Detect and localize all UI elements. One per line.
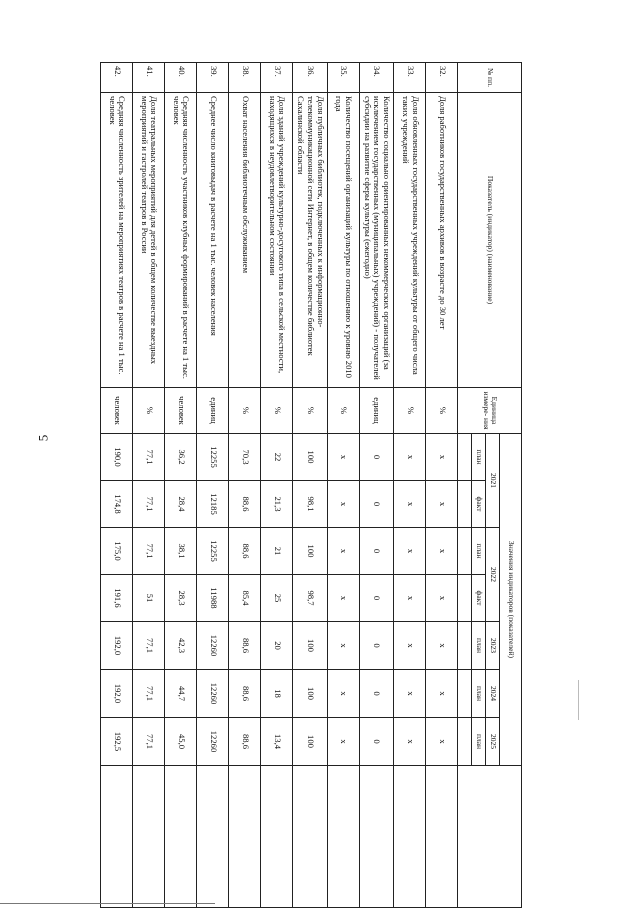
row-number: 34. xyxy=(359,63,394,93)
value-cell: х xyxy=(426,434,458,481)
table-row xyxy=(101,63,133,908)
header-plan: план xyxy=(472,718,486,766)
value-cell: 0 xyxy=(359,622,394,670)
blank-cell xyxy=(426,766,458,908)
value-cell: 22 xyxy=(261,434,293,481)
value-cell: 77,1 xyxy=(133,434,165,481)
value-cell: 12185 xyxy=(197,481,229,528)
indicator-name: Количество социально ориентированных некоммерческих организаций (за исключением государственных (муниципальных) учреждений) - получателей субсидии на развитие сферы культуры (ежегодно) xyxy=(359,93,394,388)
value-cell: 28,4 xyxy=(165,481,197,528)
unit-cell: % xyxy=(229,388,261,434)
header-plan: план xyxy=(472,622,486,670)
unit-cell: % xyxy=(293,388,328,434)
value-cell: 12260 xyxy=(197,670,229,718)
indicator-name: Доля театральных мероприятий для детей в общем количестве выездных мероприятий и гастролей театров в России xyxy=(133,93,165,388)
value-cell: 70,3 xyxy=(229,434,261,481)
header-plan: план xyxy=(472,528,486,575)
value-cell: 51 xyxy=(133,575,165,622)
row-number: 39. xyxy=(197,63,229,93)
value-cell: 175,0 xyxy=(101,528,133,575)
value-cell: 0 xyxy=(359,575,394,622)
header-indicator: Показатель (индикатор) (наименование) xyxy=(458,93,522,388)
value-cell: 100 xyxy=(293,670,328,718)
value-cell: 100 xyxy=(293,718,328,766)
value-cell: х xyxy=(327,670,359,718)
row-number: 42. xyxy=(101,63,133,93)
table-row xyxy=(327,63,359,908)
value-cell: х xyxy=(426,670,458,718)
value-cell: 44,7 xyxy=(165,670,197,718)
value-cell: 98,1 xyxy=(293,481,328,528)
table-row xyxy=(261,63,293,908)
indicator-name: Среднее число книговыдач в расчете на 1 тыс. человек населения xyxy=(197,93,229,388)
value-cell: х xyxy=(426,575,458,622)
value-cell: 36,2 xyxy=(165,434,197,481)
column-number xyxy=(458,481,472,528)
blank-cell xyxy=(261,766,293,908)
table-row xyxy=(229,63,261,908)
unit-cell: человек xyxy=(101,388,133,434)
value-cell: 100 xyxy=(293,528,328,575)
blank-cell xyxy=(327,766,359,908)
value-cell: х xyxy=(394,528,426,575)
header-year-2023: 2023 xyxy=(486,622,500,670)
value-cell: х xyxy=(426,622,458,670)
indicators-table xyxy=(100,62,522,908)
value-cell: 192,0 xyxy=(101,622,133,670)
indicator-name: Доля обновленных государственных учреждений культуры от общего числа таких учреждений xyxy=(394,93,426,388)
table-row xyxy=(426,63,458,908)
value-cell: 12260 xyxy=(197,718,229,766)
value-cell: 0 xyxy=(359,434,394,481)
header-unit: Единица измере- ния xyxy=(458,388,522,434)
value-cell: 77,1 xyxy=(133,718,165,766)
row-number: 37. xyxy=(261,63,293,93)
value-cell: 100 xyxy=(293,434,328,481)
header-year-2025: 2025 xyxy=(486,718,500,766)
value-cell: х xyxy=(426,528,458,575)
value-cell: 12255 xyxy=(197,434,229,481)
value-cell: 192,0 xyxy=(101,670,133,718)
value-cell: 77,1 xyxy=(133,481,165,528)
value-cell: 11988 xyxy=(197,575,229,622)
value-cell: 88,6 xyxy=(229,528,261,575)
table-row xyxy=(394,63,426,908)
value-cell: х xyxy=(327,622,359,670)
unit-cell: человек xyxy=(165,388,197,434)
indicator-name: Средняя численность зрителей на мероприятиях театров в расчете на 1 тыс. человек xyxy=(101,93,133,388)
value-cell: 21 xyxy=(261,528,293,575)
value-cell: 0 xyxy=(359,718,394,766)
value-cell: 28,3 xyxy=(165,575,197,622)
header-fact: факт xyxy=(472,481,486,528)
blank-cell xyxy=(394,766,426,908)
blank-cell xyxy=(359,766,394,908)
value-cell: 192,5 xyxy=(101,718,133,766)
value-cell: х xyxy=(327,481,359,528)
value-cell: 190,0 xyxy=(101,434,133,481)
header-fact: факт xyxy=(472,575,486,622)
value-cell: 191,6 xyxy=(101,575,133,622)
column-number xyxy=(458,528,472,575)
value-cell: 20 xyxy=(261,622,293,670)
value-cell: 0 xyxy=(359,481,394,528)
value-cell: 25 xyxy=(261,575,293,622)
table-row xyxy=(293,63,328,908)
value-cell: 174,8 xyxy=(101,481,133,528)
row-number: 41. xyxy=(133,63,165,93)
value-cell: 12260 xyxy=(197,622,229,670)
blank-cell xyxy=(229,766,261,908)
header-plan: план xyxy=(472,670,486,718)
blank-cell xyxy=(165,766,197,908)
row-number: 40. xyxy=(165,63,197,93)
row-number: 32. xyxy=(426,63,458,93)
unit-cell: % xyxy=(426,388,458,434)
value-cell: х xyxy=(327,434,359,481)
unit-cell: % xyxy=(133,388,165,434)
header-year-2021: 2021 xyxy=(486,434,500,528)
value-cell: х xyxy=(394,622,426,670)
unit-cell: % xyxy=(261,388,293,434)
value-cell: 98,7 xyxy=(293,575,328,622)
table-row xyxy=(197,63,229,908)
value-cell: 77,1 xyxy=(133,622,165,670)
indicator-name: Охват населения библиотечным обслуживанием xyxy=(229,93,261,388)
value-cell: 88,6 xyxy=(229,670,261,718)
value-cell: х xyxy=(327,718,359,766)
value-cell: х xyxy=(426,718,458,766)
unit-cell: % xyxy=(327,388,359,434)
row-number: 38. xyxy=(229,63,261,93)
column-number xyxy=(458,434,472,481)
value-cell: х xyxy=(394,481,426,528)
value-cell: 77,1 xyxy=(133,528,165,575)
page-number: 5 xyxy=(35,434,51,442)
value-cell: х xyxy=(327,575,359,622)
value-cell: 100 xyxy=(293,622,328,670)
value-cell: 42,3 xyxy=(165,622,197,670)
table-row xyxy=(359,63,394,908)
value-cell: 85,4 xyxy=(229,575,261,622)
value-cell: х xyxy=(394,434,426,481)
header-values: Значения индикаторов (показателей) xyxy=(500,434,522,766)
table-row xyxy=(133,63,165,908)
unit-cell: % xyxy=(394,388,426,434)
indicator-name: Количество посещений организаций культуры по отношению к уровню 2010 года xyxy=(327,93,359,388)
indicator-name: Доля работников государственных архивов в возрасте до 30 лет xyxy=(426,93,458,388)
value-cell: 12255 xyxy=(197,528,229,575)
header-plan: план xyxy=(472,434,486,481)
scan-edge-line xyxy=(0,903,215,904)
value-cell: 88,6 xyxy=(229,718,261,766)
value-cell: 38,1 xyxy=(165,528,197,575)
indicator-name: Доля зданий учреждений культурно-досугового типа в сельской местности, находящихся в неудовлетворительном состоянии xyxy=(261,93,293,388)
value-cell: х xyxy=(394,670,426,718)
indicator-name: Средняя численность участников клубных формирований в расчете на 1 тыс. человек xyxy=(165,93,197,388)
value-cell: х xyxy=(327,528,359,575)
header-year-2024: 2024 xyxy=(486,670,500,718)
unit-cell: единиц xyxy=(359,388,394,434)
row-number: 33. xyxy=(394,63,426,93)
blank-cell xyxy=(101,766,133,908)
column-number xyxy=(458,718,472,766)
value-cell: 88,6 xyxy=(229,481,261,528)
value-cell: 13,4 xyxy=(261,718,293,766)
value-cell: 88,6 xyxy=(229,622,261,670)
header-blank xyxy=(458,766,522,908)
table-row xyxy=(165,63,197,908)
value-cell: 0 xyxy=(359,528,394,575)
value-cell: 77,1 xyxy=(133,670,165,718)
unit-cell: единиц xyxy=(197,388,229,434)
value-cell: 0 xyxy=(359,670,394,718)
column-number xyxy=(458,575,472,622)
blank-cell xyxy=(293,766,328,908)
header-year-2022: 2022 xyxy=(486,528,500,622)
header-num: № пп. xyxy=(458,63,522,93)
value-cell: 18 xyxy=(261,670,293,718)
column-number xyxy=(458,670,472,718)
indicator-name: Доля публичных библиотек, подключенных к информационно-телекоммуникационной сети Интернет, в общем количестве библиотек Сахалинской области xyxy=(293,93,328,388)
row-number: 36. xyxy=(293,63,328,93)
blank-cell xyxy=(133,766,165,908)
value-cell: х xyxy=(426,481,458,528)
value-cell: 45,0 xyxy=(165,718,197,766)
value-cell: х xyxy=(394,718,426,766)
value-cell: 21,3 xyxy=(261,481,293,528)
column-number xyxy=(458,622,472,670)
scan-mark xyxy=(578,680,579,720)
blank-cell xyxy=(197,766,229,908)
value-cell: х xyxy=(394,575,426,622)
row-number: 35. xyxy=(327,63,359,93)
